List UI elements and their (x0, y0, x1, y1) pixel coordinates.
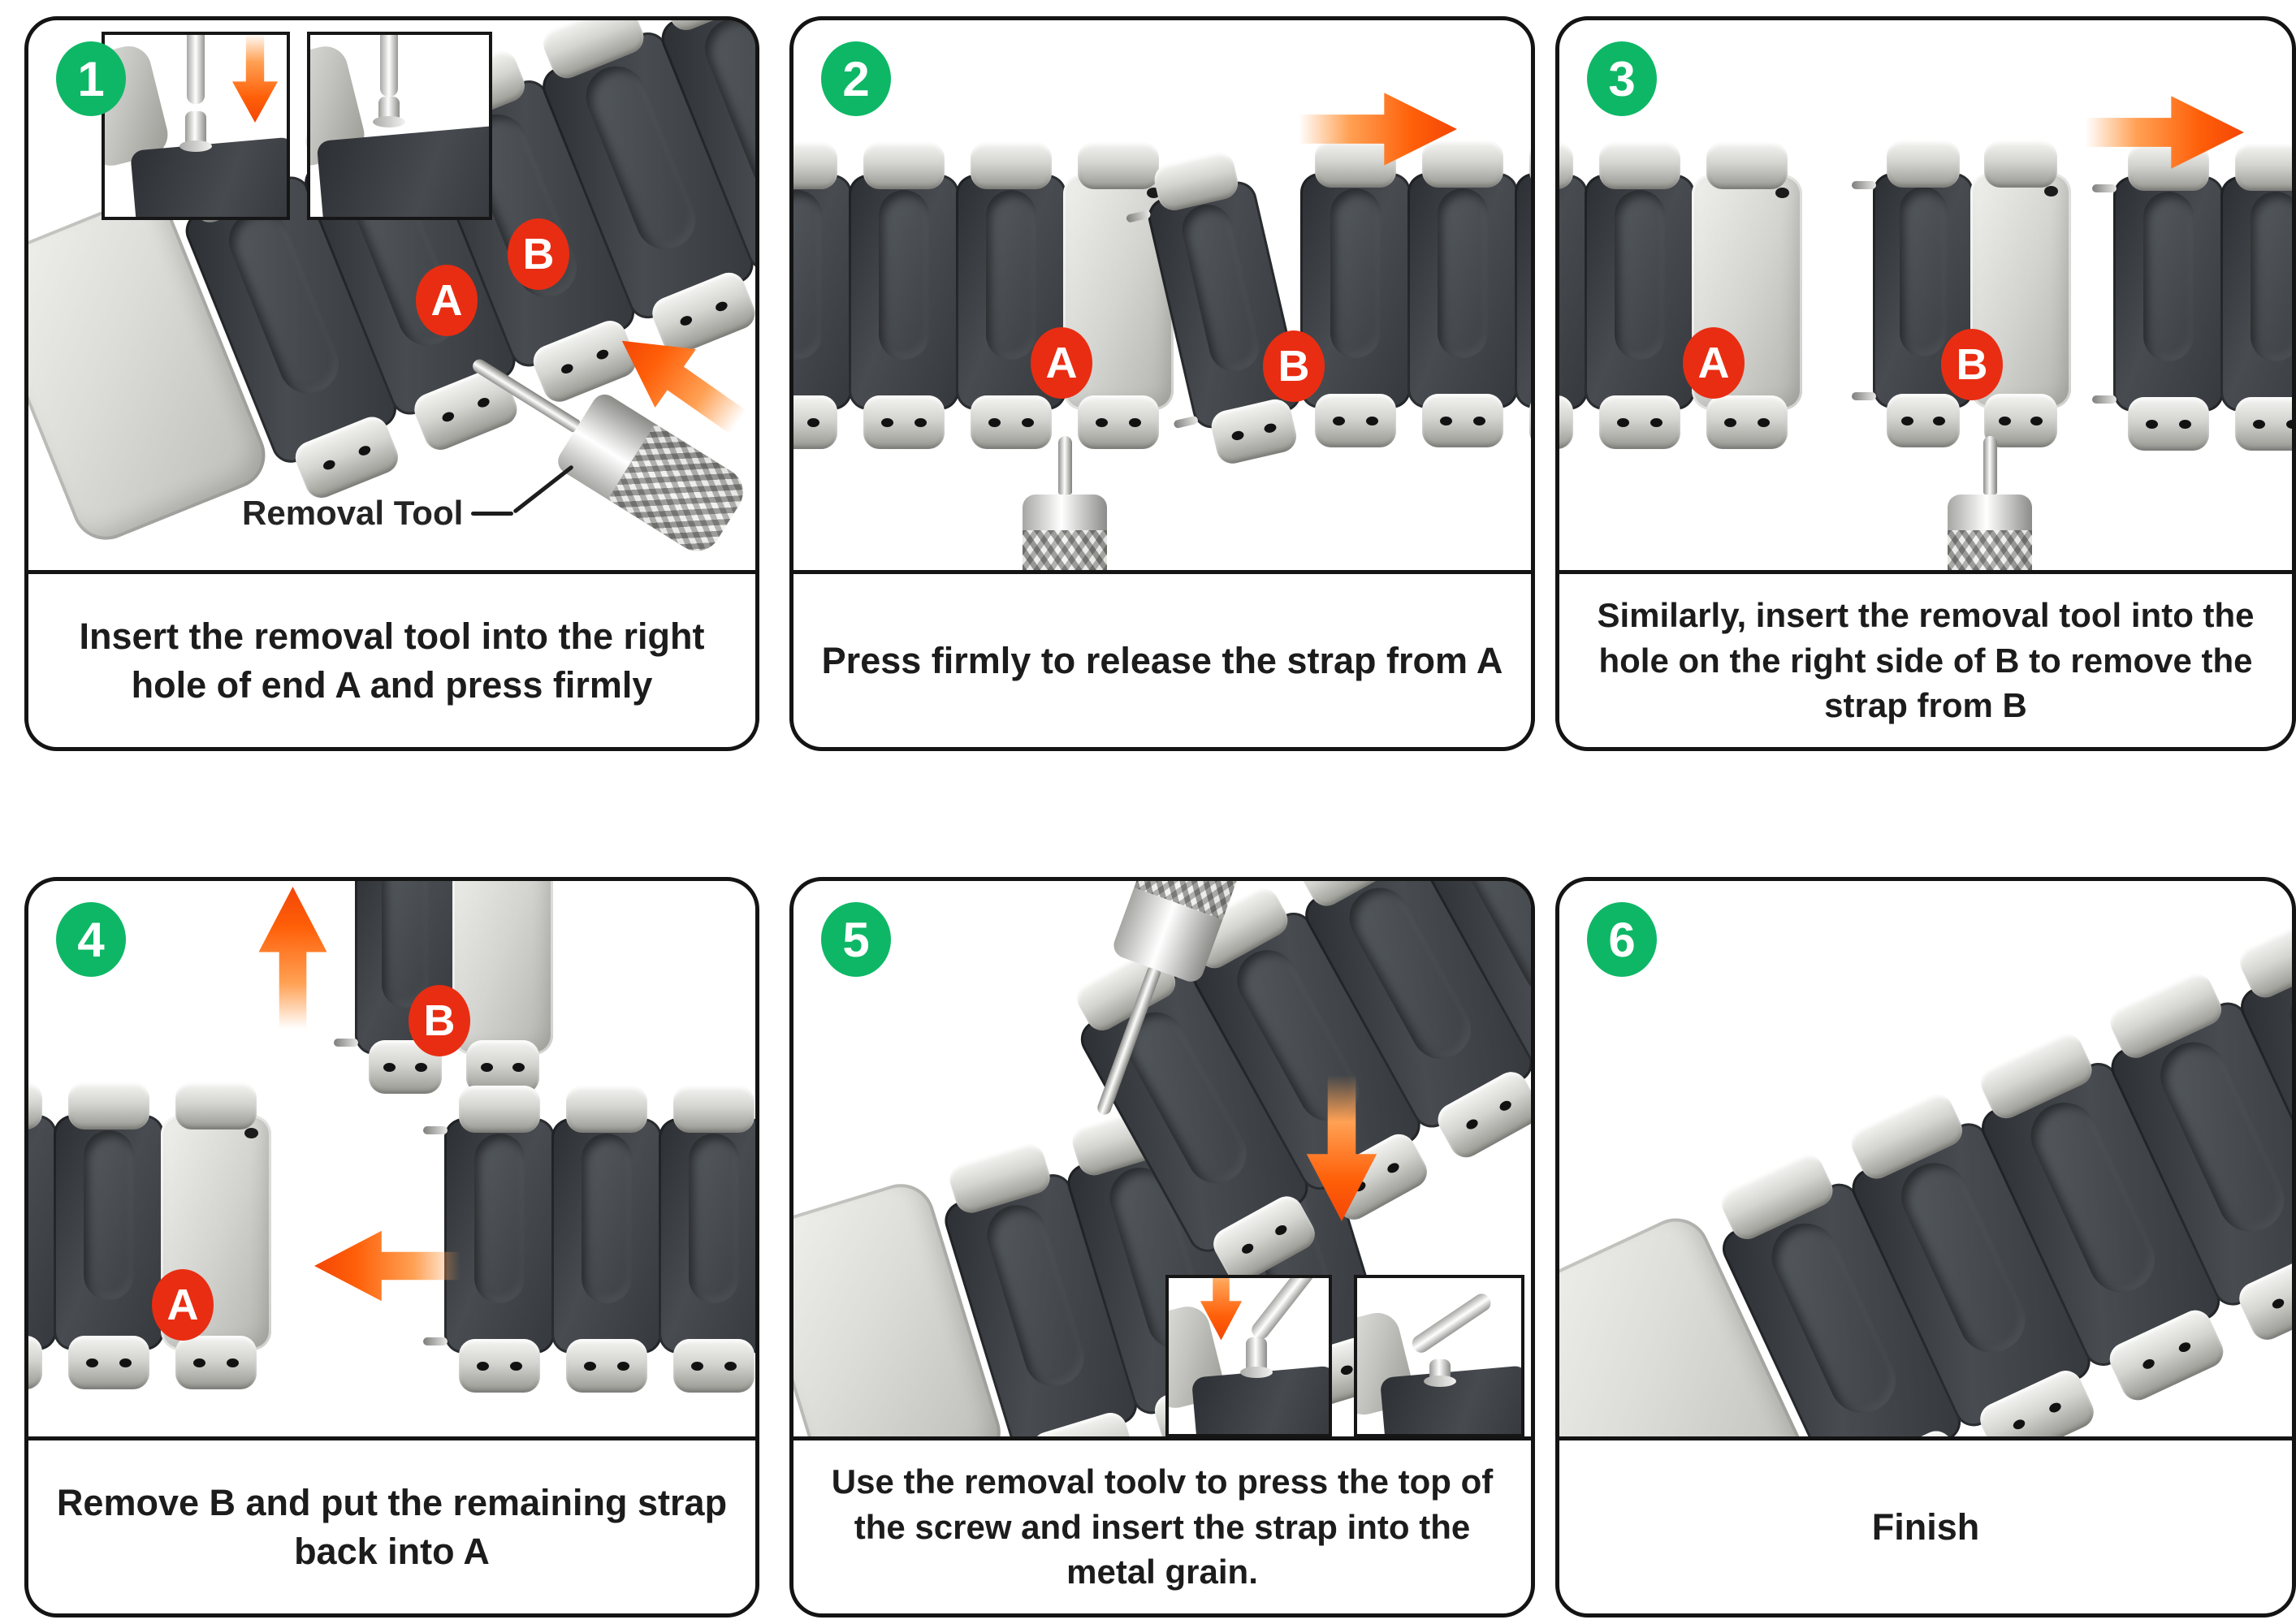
pin-hole-icon (2270, 1297, 2285, 1310)
step-panel-3 (1555, 16, 2296, 751)
screw-pin-icon (185, 111, 206, 149)
pin-hole-icon (1617, 418, 1629, 427)
link-bottom-cap (2128, 397, 2208, 451)
link-bottom-cap (2235, 397, 2292, 451)
band-link (166, 1082, 266, 1389)
pin-hole-icon (2179, 420, 2191, 429)
pin-hole-icon (1933, 417, 1945, 425)
pin-hole-icon (481, 1063, 493, 1072)
pin-hole-icon (1273, 1223, 1287, 1237)
pin-hole-icon (1440, 417, 1452, 425)
dark-link-shape (317, 125, 492, 220)
link-plate (793, 175, 852, 410)
pin-hole-icon (1096, 418, 1108, 427)
panel-1-illustration (28, 20, 755, 570)
pin-hole-icon (1724, 418, 1736, 427)
knurl-texture (608, 424, 752, 560)
step-2-caption: Press firmly to release the strap from A (793, 570, 1531, 747)
band-left-section (793, 142, 1175, 449)
step-5-number-badge: 5 (821, 902, 891, 977)
pin-hole-icon (1464, 1116, 1479, 1130)
link-groove (1900, 187, 1946, 356)
pin-hole-icon (1901, 417, 1913, 425)
step-panel-4 (24, 877, 759, 1618)
point-a-badge: A (152, 1269, 214, 1341)
link-bottom-cap (459, 1339, 539, 1393)
link-bottom-cap (1599, 395, 1680, 449)
band-link (1520, 140, 1531, 447)
link-bottom-cap (175, 1336, 256, 1389)
pin-hole-icon (2030, 417, 2043, 425)
link-groove (1438, 188, 1489, 358)
point-b-badge: B (1263, 330, 1325, 402)
link-top-cap (1315, 140, 1395, 188)
link-top-cap (793, 142, 837, 189)
pin-hole-icon (988, 418, 1001, 427)
step-4-number-badge: 4 (56, 902, 126, 977)
band-link (2118, 144, 2219, 451)
band-link (793, 142, 847, 449)
closeup-inset-2 (307, 32, 492, 220)
step-panel-5 (789, 877, 1535, 1618)
pin-hole-icon (2146, 420, 2158, 429)
arrow-down-icon (227, 33, 283, 123)
pin-hole-icon (1129, 418, 1141, 427)
pin-hole-icon (1758, 418, 1770, 427)
pin-hole-icon (1022, 418, 1034, 427)
band-right-section (449, 1086, 755, 1393)
tool-rod-icon (187, 32, 205, 104)
link-groove (84, 1130, 135, 1300)
link-top-cap (1422, 140, 1503, 188)
pin-hole-icon (2141, 1357, 2155, 1370)
band-link (1975, 140, 2066, 447)
link-bottom-cap (68, 1336, 149, 1389)
point-a-badge: A (1031, 327, 1092, 399)
pin-hole-icon (617, 1362, 629, 1371)
pin-hole-icon (595, 348, 609, 361)
band-link (1697, 142, 1797, 449)
link-plate (2113, 176, 2224, 412)
band-link (664, 1086, 755, 1393)
knurl-texture (1948, 530, 2032, 570)
link-plate (28, 1115, 57, 1350)
pin-hole-icon (510, 1362, 522, 1371)
band-link (449, 1086, 550, 1393)
pin-hole-icon (1366, 417, 1378, 425)
step-6-number-badge: 6 (1587, 902, 1657, 977)
link-top-cap (1984, 140, 2057, 188)
link-groove (474, 1134, 525, 1303)
point-b-badge: B (508, 218, 569, 290)
step-2-number-badge: 2 (821, 41, 891, 116)
link-top-cap (673, 1086, 754, 1133)
step-panel-1 (24, 16, 759, 751)
step-3-number-badge: 3 (1587, 41, 1657, 116)
band-link (1589, 142, 1690, 449)
pin-hole-icon (357, 444, 371, 457)
band-middle-link (1878, 140, 2073, 447)
link-plate (1407, 173, 1518, 408)
link-top-cap (2235, 144, 2292, 191)
link-plate (849, 175, 959, 410)
link-top-cap (2235, 908, 2292, 1003)
band-link (1305, 140, 1406, 447)
band-link (58, 1082, 159, 1389)
link-groove (1177, 200, 1265, 377)
band-link (556, 1086, 657, 1393)
band-right-section (1198, 140, 1531, 447)
link-groove (2251, 192, 2292, 361)
dark-link-shape (130, 137, 290, 220)
link-top-cap (566, 1086, 646, 1133)
pin-hole-icon (2286, 420, 2292, 429)
band-left-section (1559, 142, 1804, 449)
pin-hole-icon (915, 418, 927, 427)
link-top-cap (459, 1086, 539, 1133)
pin-hole-icon (86, 1358, 98, 1367)
band-right-section (2118, 144, 2292, 451)
knurl-texture (1023, 530, 1107, 570)
screw-pin-icon (378, 97, 400, 124)
pin-hole-icon (322, 458, 336, 471)
pin-hole-icon (441, 410, 456, 423)
link-groove (689, 1134, 740, 1303)
panel-5-illustration (793, 881, 1531, 1436)
point-a-badge: A (1683, 327, 1745, 399)
link-plate (1559, 175, 1588, 410)
pin-hole-icon (881, 418, 893, 427)
link-plate (444, 1118, 555, 1354)
band-link (1878, 140, 1969, 447)
link-bottom-cap (863, 395, 944, 449)
point-b-badge: B (1941, 329, 2003, 400)
link-top-cap (1706, 142, 1787, 189)
pin-hole-icon (691, 1362, 703, 1371)
link-groove (1615, 190, 1666, 360)
link-plate (659, 1118, 755, 1354)
pin-hole-icon (807, 418, 819, 427)
step-5-caption: Use the removal toolv to press the top of the screw and insert the strap into the metal grain. (793, 1436, 1531, 1613)
pin-hole-icon (724, 1362, 737, 1371)
tool-rod-icon (1409, 1290, 1494, 1356)
step-3-caption: Similarly, insert the removal tool into the hole on the right side of B to remove the strap from B (1559, 570, 2292, 747)
pin-hole-icon (1333, 417, 1345, 425)
link-pin-icon (1852, 392, 1876, 400)
pin-hole-icon (227, 1358, 239, 1367)
link-bottom-cap (673, 1339, 754, 1393)
step-6-caption: Finish (1559, 1436, 2292, 1613)
pin-hole-icon (1498, 1099, 1512, 1112)
arrow-up-icon (250, 887, 335, 1029)
removal-tool-label: Removal Tool (242, 494, 464, 532)
pin-hole-icon (679, 313, 694, 326)
step-panel-2 (789, 16, 1535, 751)
point-b-badge: B (409, 985, 470, 1056)
band-left-section (28, 1082, 273, 1389)
link-groove (986, 190, 1037, 360)
closeup-inset-1 (1165, 1275, 1332, 1436)
pin-hole-icon (383, 1063, 396, 1072)
link-top-cap (175, 1082, 256, 1129)
link-groove (879, 190, 930, 360)
link-plate (1515, 173, 1531, 408)
pin-hole-icon (1386, 1161, 1400, 1175)
pin-hole-icon (2177, 1340, 2192, 1353)
band-link (1559, 142, 1583, 449)
pin-hole-icon (1263, 422, 1277, 434)
finished-band (1559, 881, 2292, 1436)
step-1-number-badge: 1 (56, 41, 126, 116)
link-bottom-cap (1706, 395, 1787, 449)
step-1-caption: Insert the removal tool into the right hole of end A and press firmly (28, 570, 755, 747)
step-4-caption: Remove B and put the remaining strap back into A (28, 1436, 755, 1613)
pin-hole-icon (119, 1358, 132, 1367)
pin-hole-icon (1650, 418, 1663, 427)
closeup-inset-1 (102, 32, 290, 220)
band-link (2225, 144, 2292, 451)
pin-hole-icon (584, 1362, 596, 1371)
link-plate (1585, 175, 1695, 410)
pin-hole-icon (477, 1362, 489, 1371)
pin-hole-icon (1231, 430, 1245, 441)
closeup-inset-2 (1354, 1275, 1524, 1436)
link-pin-icon (334, 1039, 358, 1047)
pin-hole-icon (193, 1358, 205, 1367)
link-groove (1330, 188, 1381, 358)
link-groove (2143, 192, 2194, 361)
band-link (457, 881, 548, 1094)
link-bottom-cap (28, 1336, 42, 1389)
point-a-badge: A (416, 265, 478, 336)
pin-hole-icon (714, 300, 729, 313)
link-pin-icon (423, 1337, 448, 1345)
pin-hole-icon (415, 1063, 427, 1072)
pin-hole-icon (2048, 1401, 2063, 1414)
annotation-line (512, 464, 574, 514)
pin-hole-icon (2011, 1418, 2026, 1431)
panel-3-illustration (1559, 20, 2292, 570)
link-top-cap (1887, 140, 1960, 188)
link-top-cap (863, 142, 944, 189)
panel-4-illustration (28, 881, 755, 1436)
link-bottom-cap (566, 1339, 646, 1393)
link-plate (54, 1115, 164, 1350)
link-pin-icon (1173, 416, 1198, 429)
pin-hole-icon (512, 1063, 525, 1072)
link-bottom-cap (1559, 395, 1573, 449)
dark-link-shape (1380, 1365, 1524, 1436)
annotation-line (471, 512, 513, 516)
pin-hole-icon (2253, 420, 2265, 429)
link-top-cap (1599, 142, 1680, 189)
panel-2-illustration (793, 20, 1531, 570)
link-top-cap (68, 1082, 149, 1129)
link-plate (551, 1118, 662, 1354)
link-bottom-cap (793, 395, 837, 449)
screw-pin-icon (1429, 1359, 1451, 1384)
link-groove (582, 1134, 633, 1303)
removal-tool-icon (1023, 436, 1107, 570)
link-groove (382, 881, 428, 1008)
pin-hole-icon (1240, 1242, 1255, 1255)
link-plate (2220, 176, 2292, 412)
link-bottom-cap (1422, 394, 1503, 447)
band-link (854, 142, 954, 449)
step-panel-6 (1555, 877, 2296, 1618)
link-groove (793, 190, 822, 360)
pin-hole-icon (1473, 417, 1485, 425)
band-link (28, 1082, 52, 1389)
tool-rod-icon (1248, 1275, 1318, 1342)
band-link (1412, 140, 1513, 447)
tool-rod-icon (380, 32, 398, 97)
link-pin-icon (2092, 395, 2117, 404)
band-link (961, 142, 1062, 449)
removed-link-b (360, 881, 555, 1094)
removal-tool-icon (1948, 436, 2032, 570)
link-top-cap (971, 142, 1051, 189)
screw-pin-icon (1246, 1337, 1267, 1375)
arrow-left-icon (314, 1222, 460, 1310)
link-bottom-cap (1315, 394, 1395, 447)
link-groove (979, 1198, 1092, 1394)
pin-hole-icon (1339, 1363, 1354, 1376)
panel-6-illustration (1559, 881, 2292, 1436)
pin-hole-icon (1999, 417, 2011, 425)
